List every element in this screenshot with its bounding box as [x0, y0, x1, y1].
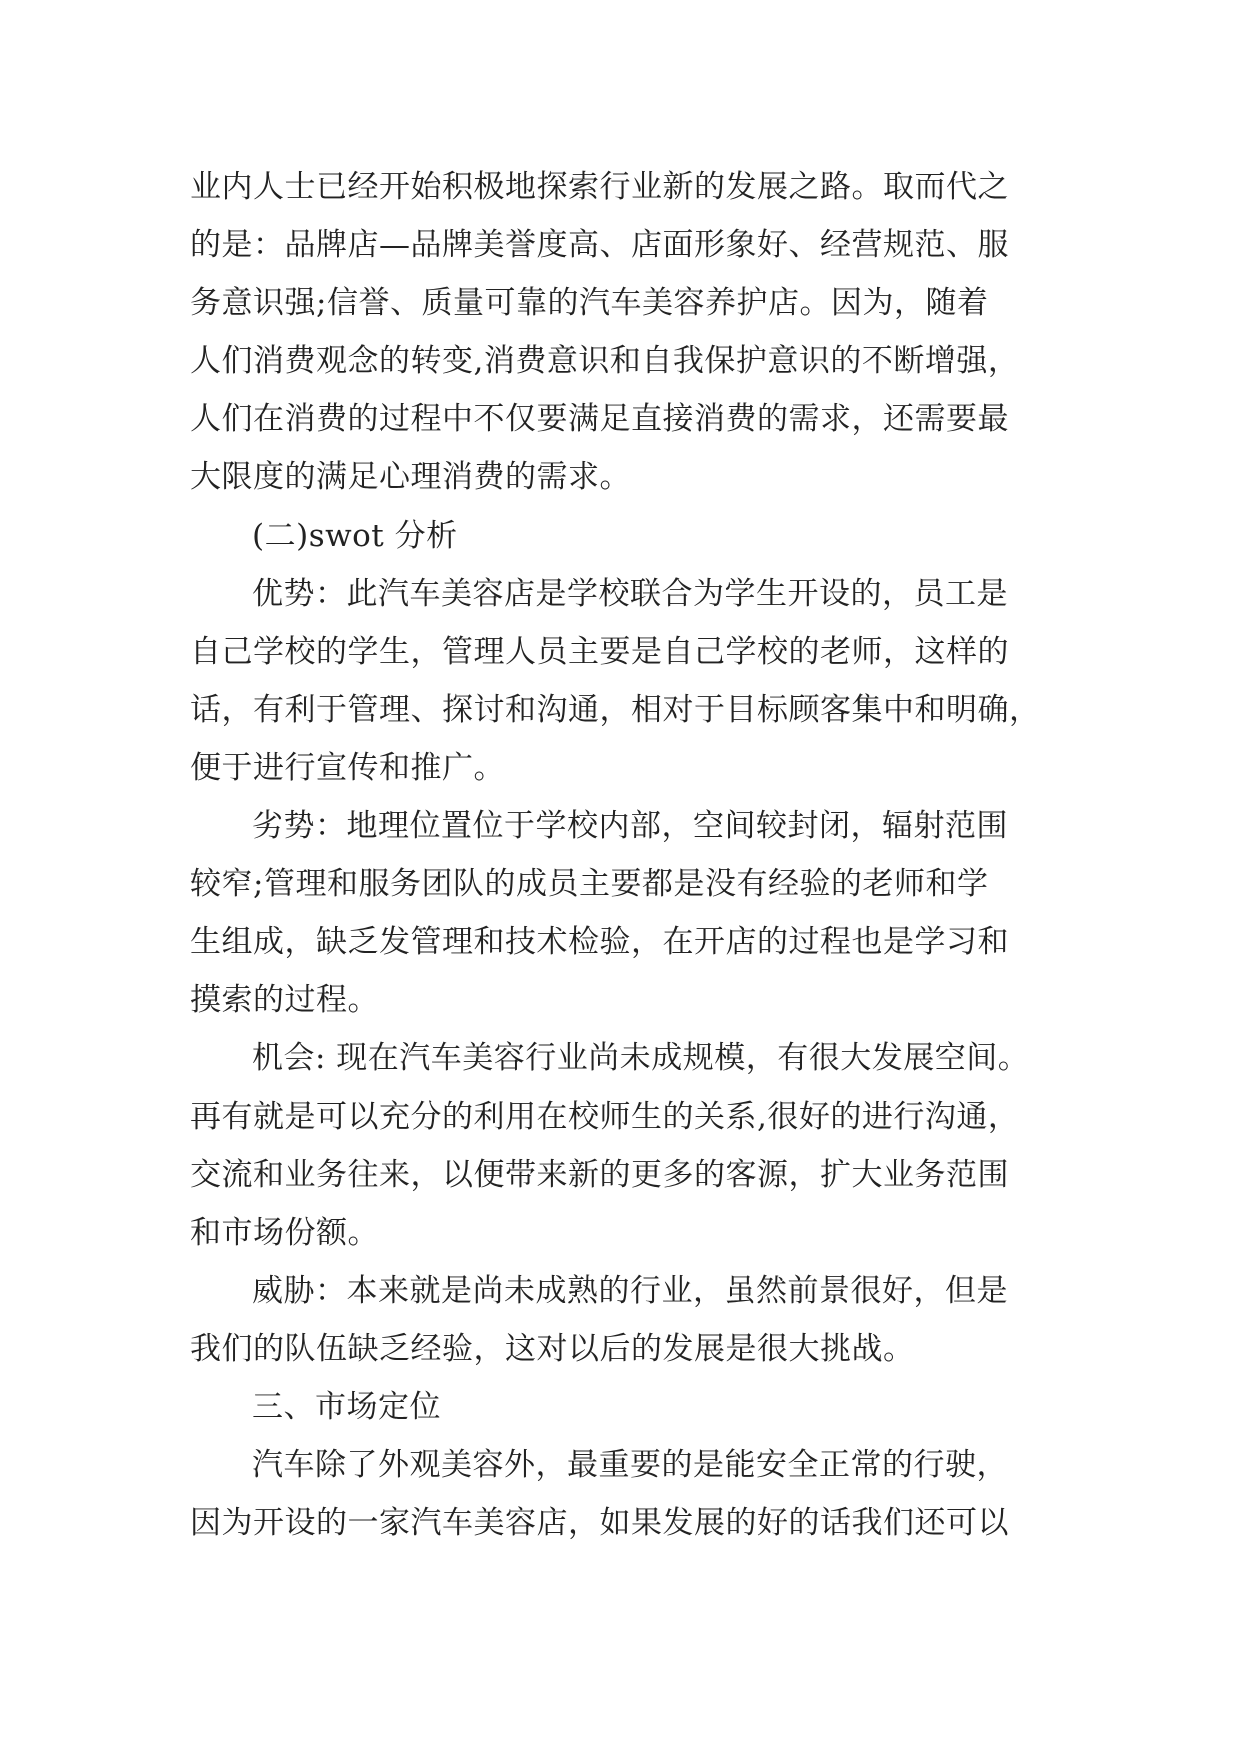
section-heading-market-positioning	[190, 1378, 1050, 1436]
text-line: 大限度的满足心理消费的需求。	[190, 459, 631, 496]
text-line: 务意识强;信誉、质量可靠的汽车美容养护店。因为，随着	[190, 285, 989, 322]
text-line: 交流和业务往来，以便带来新的更多的客源，扩大业务范围	[190, 1156, 1009, 1193]
text-line: 生组成，缺乏发管理和技术检验，在开店的过程也是学习和	[190, 924, 1009, 961]
text-line: 人们消费观念的转变,消费意识和自我保护意识的不断增强，	[190, 343, 1020, 380]
text-line: 再有就是可以充分的利用在校师生的关系,很好的进行沟通，	[190, 1098, 1020, 1135]
text-line: 我们的队伍缺乏经验，这对以后的发展是很大挑战。	[190, 1330, 915, 1367]
paragraph-industry-trend	[190, 158, 1050, 507]
text-line: 便于进行宣传和推广。	[190, 749, 505, 786]
text-line: 威胁：本来就是尚未成熟的行业，虽然前景很好，但是	[252, 1272, 1008, 1309]
text-line: 机会: 现在汽车美容行业尚未成规模，有很大发展空间。	[252, 1040, 1030, 1077]
text-line: 因为开设的一家汽车美容店，如果发展的好的话我们还可以	[190, 1505, 1009, 1542]
text-line: 话，有利于管理、探讨和沟通，相对于目标顾客集中和明确，	[190, 691, 1041, 728]
text-line: 劣势：地理位置位于学校内部，空间较封闭，辐射范围	[252, 808, 1008, 845]
paragraph-strengths	[190, 565, 1050, 797]
paragraph-opportunities	[190, 1029, 1050, 1261]
section-heading-swot	[190, 507, 1050, 565]
paragraph-positioning	[190, 1436, 1050, 1552]
paragraph-weaknesses	[190, 797, 1050, 1029]
text-line: 汽车除了外观美容外，最重要的是能安全正常的行驶，	[252, 1447, 1008, 1484]
text-line: 和市场份额。	[190, 1214, 379, 1251]
heading-line: 三、市场定位	[252, 1388, 441, 1425]
text-line: 自己学校的学生，管理人员主要是自己学校的老师，这样的	[190, 633, 1009, 670]
text-line: 优势：此汽车美容店是学校联合为学生开设的，员工是	[252, 575, 1008, 612]
document-body	[190, 158, 1050, 1552]
text-line: 人们在消费的过程中不仅要满足直接消费的需求，还需要最	[190, 401, 1009, 438]
text-line: 的是：品牌店—品牌美誉度高、店面形象好、经营规范、服	[190, 227, 1009, 264]
text-line: 较窄;管理和服务团队的成员主要都是没有经验的老师和学	[190, 866, 989, 903]
heading-line: (二)swot 分析	[252, 517, 458, 554]
paragraph-threats	[190, 1262, 1050, 1378]
text-line: 摸索的过程。	[190, 982, 379, 1019]
text-line: 业内人士已经开始积极地探索行业新的发展之路。取而代之	[190, 169, 1009, 205]
